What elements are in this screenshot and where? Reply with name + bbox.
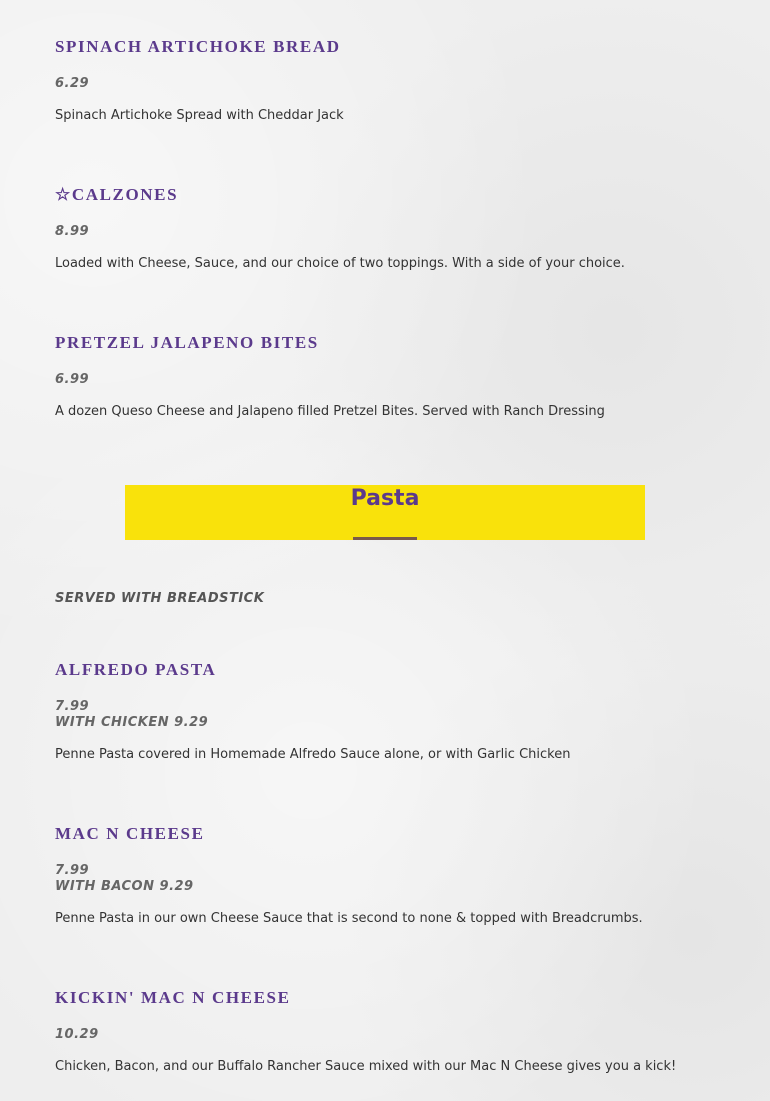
item-price-alt: WITH CHICKEN 9.29 <box>55 715 209 730</box>
item-price: 10.29 <box>55 1027 99 1042</box>
item-name: ☆CALZONES <box>55 185 179 204</box>
item-name: MAC N CHEESE <box>55 824 205 843</box>
item-description: Spinach Artichoke Spread with Cheddar Jack <box>55 108 344 123</box>
item-name: PRETZEL JALAPENO BITES <box>55 333 319 352</box>
section-note: SERVED WITH BREADSTICK <box>55 591 265 606</box>
item-description: Loaded with Cheese, Sauce, and our choice of two toppings. With a side of your choice. <box>55 256 625 271</box>
item-description: A dozen Queso Cheese and Jalapeno filled Pretzel Bites. Served with Ranch Dressing <box>55 404 605 419</box>
item-price: 7.99 <box>55 699 90 714</box>
item-price: 6.29 <box>55 76 90 91</box>
item-price: 6.99 <box>55 372 90 387</box>
item-name: SPINACH ARTICHOKE BREAD <box>55 37 341 56</box>
item-price-alt: WITH BACON 9.29 <box>55 879 194 894</box>
item-description: Penne Pasta in our own Cheese Sauce that is second to none & topped with Breadcrumbs. <box>55 911 643 926</box>
item-price: 7.99 <box>55 863 90 878</box>
item-price: 8.99 <box>55 224 90 239</box>
item-description: Penne Pasta covered in Homemade Alfredo Sauce alone, or with Garlic Chicken <box>55 747 571 762</box>
item-name: KICKIN' MAC N CHEESE <box>55 988 291 1007</box>
item-name: ALFREDO PASTA <box>55 660 217 679</box>
pasta-section-banner <box>125 485 645 540</box>
section-title: Pasta <box>350 486 420 511</box>
section-title-underline <box>353 537 417 540</box>
item-description: Chicken, Bacon, and our Buffalo Rancher Sauce mixed with our Mac N Cheese gives you a kick! <box>55 1059 677 1074</box>
